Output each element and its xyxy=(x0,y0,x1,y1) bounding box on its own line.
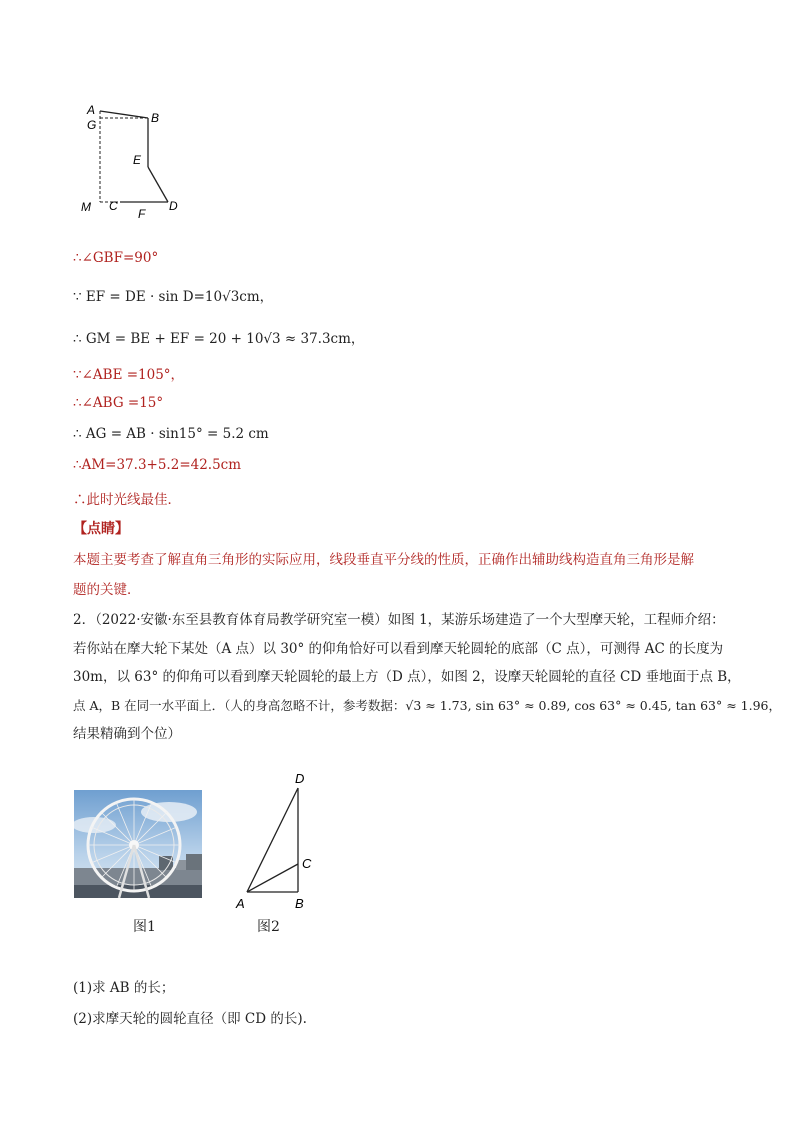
figure-1-caption: 图1 xyxy=(133,919,156,935)
label-B: B xyxy=(151,111,160,125)
question-2: (2)求摩天轮的圆轮直径（即 CD 的长). xyxy=(73,1011,307,1027)
label-A: A xyxy=(87,103,96,117)
solution-line-1: ∴∠GBF=90° xyxy=(73,250,159,266)
segment-AB xyxy=(100,111,148,118)
segment-AC xyxy=(247,864,298,892)
label-G: G xyxy=(87,118,97,132)
label-D: D xyxy=(169,199,178,213)
comment-heading: 【点睛】 xyxy=(73,521,129,537)
label-D: D xyxy=(295,771,305,786)
label-A: A xyxy=(236,896,245,911)
solution-line-7: ∴AM=37.3+5.2=42.5cm xyxy=(73,457,242,473)
label-C: C xyxy=(109,199,118,213)
problem-line-2: 若你站在摩大轮下某处（A 点）以 30° 的仰角恰好可以看到摩天轮圆轮的底部（C 点），可测得 AC 的长度为 xyxy=(73,640,724,657)
ferris-wheel-photo xyxy=(74,790,202,898)
solution-line-4: ∵∠ABE =105°， xyxy=(73,367,185,383)
question-1: (1)求 AB 的长； xyxy=(73,980,175,996)
label-E: E xyxy=(133,153,142,167)
solution-line-2: ∵ EF = DE · sin D=10√3cm， xyxy=(73,289,274,305)
label-B: B xyxy=(295,896,304,911)
comment-text-line-1: 本题主要考查了解直角三角形的实际应用，线段垂直平分线的性质，正确作出辅助线构造直角三角形是解 xyxy=(73,552,694,568)
label-F: F xyxy=(138,207,146,221)
label-M: M xyxy=(81,200,91,214)
comment-text-line-2: 题的关键． xyxy=(73,582,141,598)
solution-line-6: ∴ AG = AB · sin15° = 5.2 cm xyxy=(73,426,269,442)
problem-line-5: 结果精确到个位） xyxy=(73,726,181,742)
geometry-figure-1 xyxy=(78,100,198,225)
label-C: C xyxy=(302,856,312,871)
problem-statement xyxy=(73,606,781,749)
segment-ED xyxy=(148,167,168,202)
problem-line-3: 30m，以 63° 的仰角可以看到摩天轮圆轮的最上方（D 点），如图 2，设摩天轮圆轮的直径 CD 垂地面于点 B， xyxy=(73,669,741,685)
solution-line-5: ∴∠ABG =15° xyxy=(73,395,164,411)
solution-line-3: ∴ GM = BE + EF = 20 + 10√3 ≈ 37.3cm， xyxy=(73,331,365,347)
segment-AD xyxy=(247,788,298,892)
solution-line-8: ∴此时光线最佳． xyxy=(73,492,181,508)
figure-2-caption: 图2 xyxy=(257,919,280,935)
geometry-figure-2 xyxy=(230,770,325,915)
problem-line-4: 点 A，B 在同一水平面上．（人的身高忽略不计，参考数据：√3 ≈ 1.73, sin 63° ≈ 0.89, cos 63° ≈ 0.45, tan 63° ≈ 1.96， xyxy=(73,697,781,713)
problem-line-1: 2．（2022·安徽·东至县教育体育局教学研究室一模）如图 1，某游乐场建造了一个大型摩天轮，工程师介绍： xyxy=(73,612,725,628)
